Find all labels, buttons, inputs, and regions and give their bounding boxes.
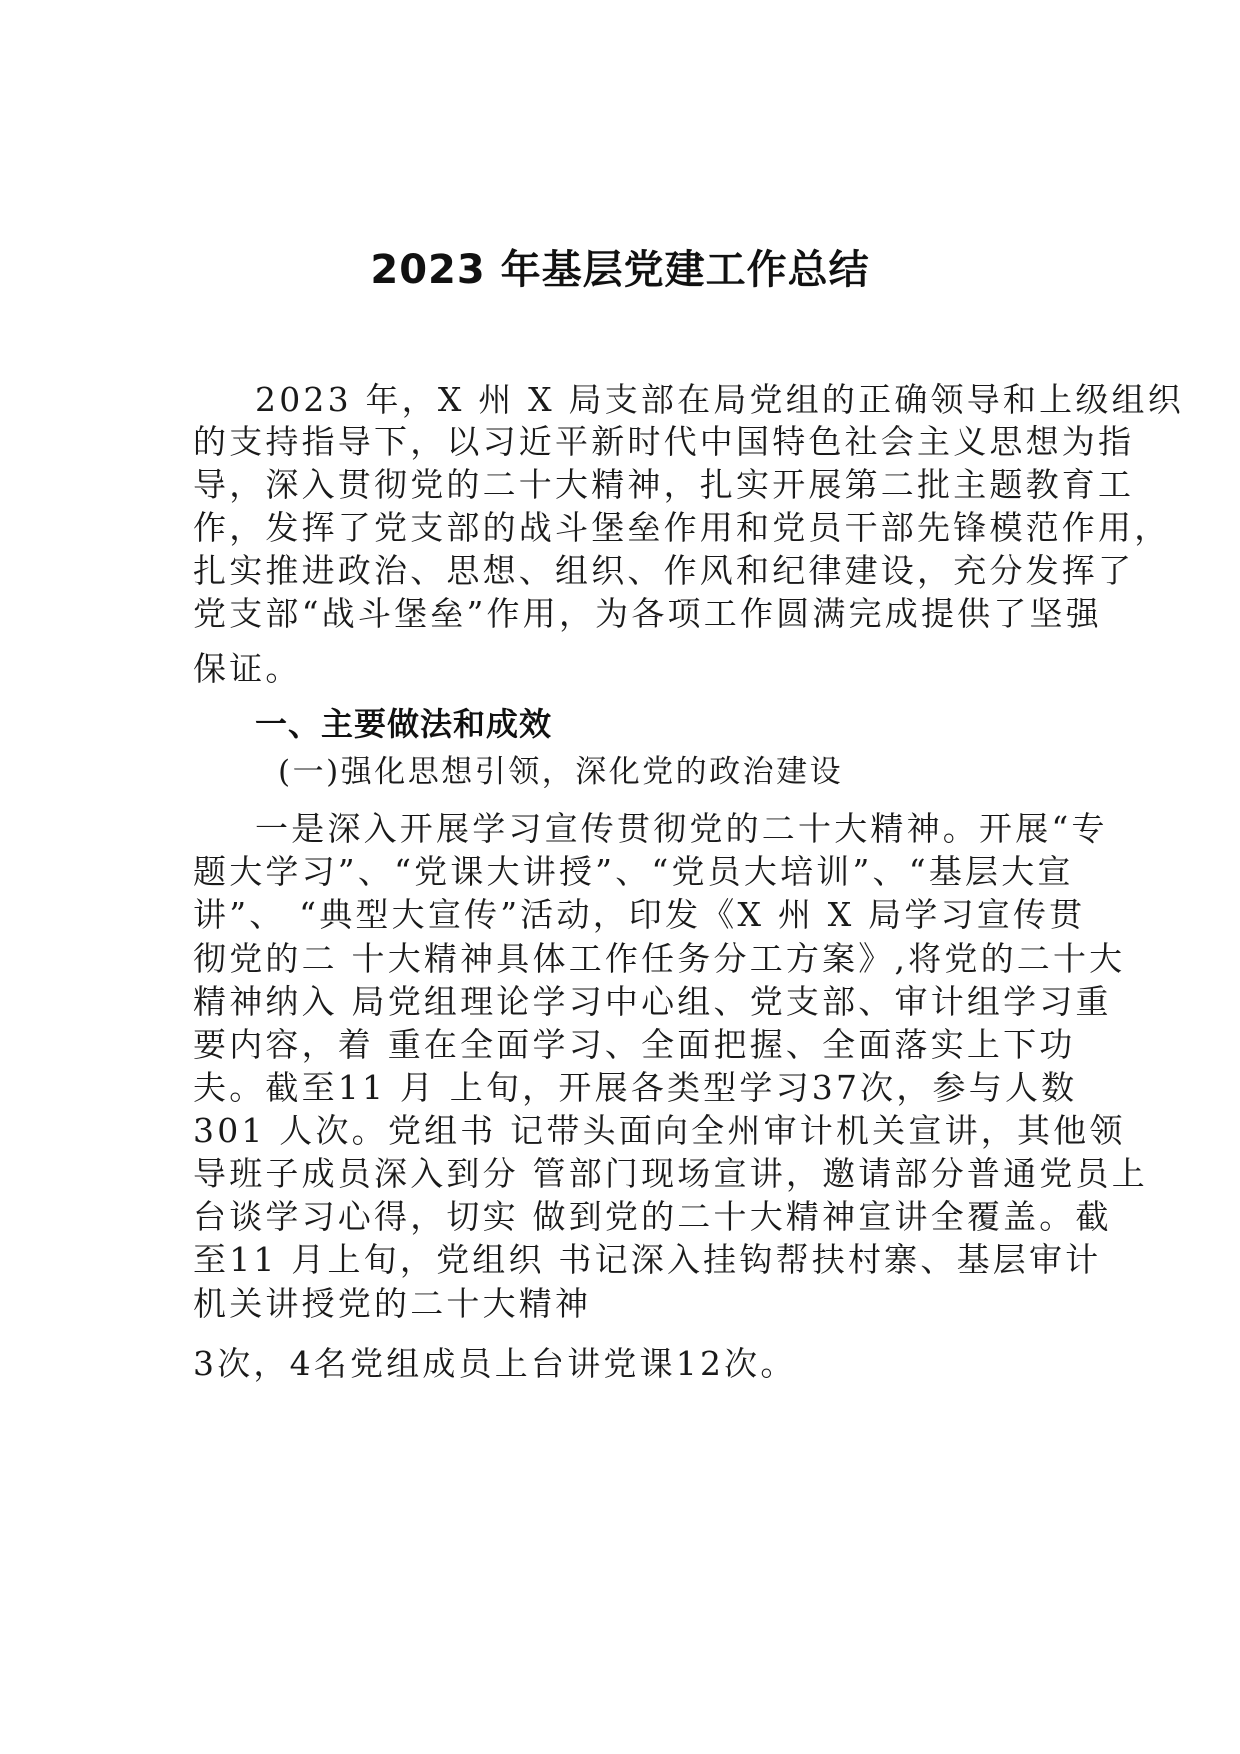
body-line-3: 讲”、 “典型大宣传”活动，印发《X 州 X 局学习宣传贯	[193, 895, 1086, 934]
intro-line-2: 的支持指导下，以习近平新时代中国特色社会主义思想为指	[193, 422, 1135, 461]
intro-line-4: 作，发挥了党支部的战斗堡垒作用和党员干部先锋模范作用，	[193, 508, 1171, 547]
body-line-4: 彻党的二 十大精神具体工作任务分工方案》,将党的二十大	[193, 939, 1126, 978]
section-heading: 一、主要做法和成效	[255, 705, 553, 743]
body-line-13: 3次，4名党组成员上台讲党课12次。	[193, 1344, 797, 1383]
intro-line-5: 扎实推进政治、思想、组织、作风和纪律建设，充分发挥了	[193, 551, 1135, 590]
body-line-7: 夫。截至11 月 上旬，开展各类型学习37次，参与人数	[193, 1068, 1078, 1107]
body-line-12: 机关讲授党的二十大精神	[193, 1284, 592, 1323]
intro-line-3: 导，深入贯彻党的二十大精神，扎实开展第二批主题教育工	[193, 465, 1135, 504]
body-line-6: 要内容，着 重在全面学习、全面把握、全面落实上下功	[193, 1025, 1076, 1064]
body-line-1: 一是深入开展学习宣传贯彻党的二十大精神。开展“专	[255, 809, 1108, 848]
body-line-9: 导班子成员深入到分 管部门现场宣讲，邀请部分普通党员上	[193, 1154, 1148, 1193]
intro-line-6: 党支部“战斗堡垒”作用，为各项工作圆满完成提供了坚强	[193, 594, 1102, 633]
body-line-8: 301 人次。党组书 记带头面向全州审计机关宣讲，其他领	[193, 1111, 1126, 1150]
body-line-5: 精神纳入 局党组理论学习中心组、党支部、审计组学习重	[193, 982, 1112, 1021]
document-title: 2023 年基层党建工作总结	[370, 247, 870, 293]
intro-line-1: 2023 年，X 州 X 局支部在局党组的正确领导和上级组织	[255, 380, 1184, 419]
intro-line-7: 保证。	[193, 649, 302, 688]
body-line-10: 台谈学习心得，切实 做到党的二十大精神宣讲全覆盖。截	[193, 1197, 1112, 1236]
body-line-11: 至11 月上旬，党组织 书记深入挂钩帮扶村寨、基层审计	[193, 1240, 1102, 1279]
body-line-2: 题大学习”、“党课大讲授”、“党员大培训”、“基层大宣	[193, 852, 1074, 891]
subsection-heading: (一)强化思想引领，深化党的政治建设	[278, 754, 844, 790]
